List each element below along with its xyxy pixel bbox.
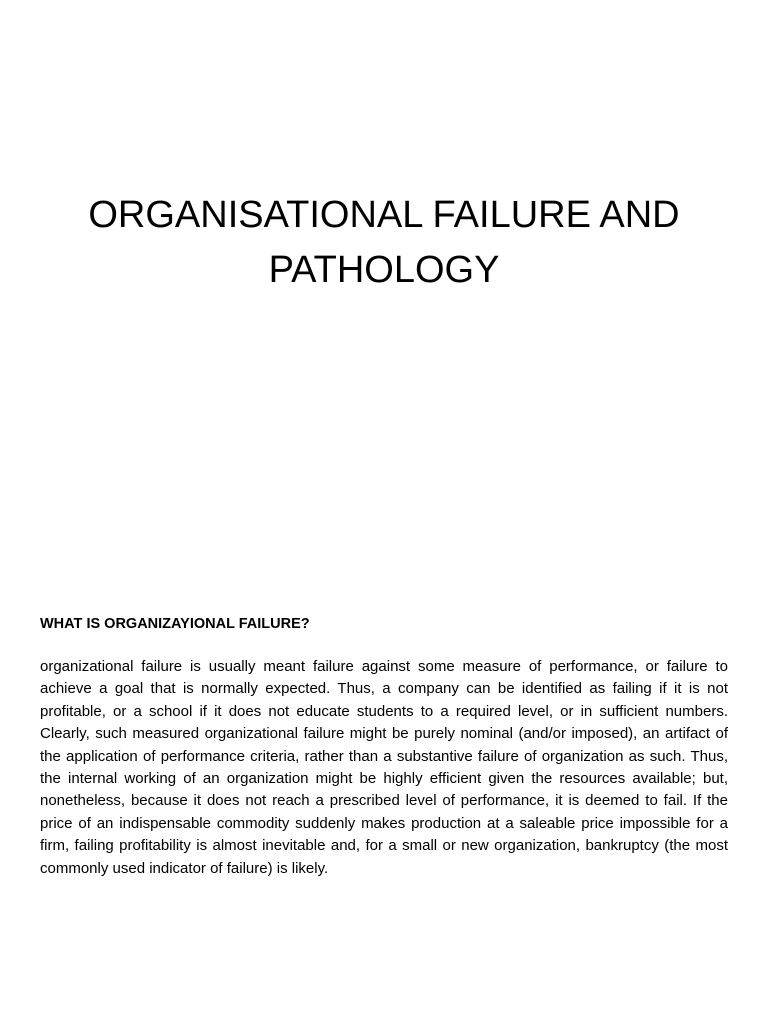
title-line-1: ORGANISATIONAL FAILURE AND xyxy=(88,194,680,236)
slide-title xyxy=(60,188,708,298)
content-slide xyxy=(0,600,768,1024)
body-paragraph: organizational failure is usually meant failure against some measure of performance, or failure to achieve a goal that is normally expected. Thus, a company can be identified as failing if it is not profitable, or a school if it does not educate students to a required level, or in sufficient numbers. Clearly, such measured organizational failure might be purely nominal (and/or imposed), an artifact of the application of performance criteria, rather than a substantive failure of organization as such. Thus, the internal working of an organization might be highly efficient given the resources available; but, nonetheless, because it does not reach a prescribed level of performance, it is deemed to fail. If the price of an indispensable commodity suddenly makes production at a saleable price impossible for a firm, failing profitability is almost inevitable and, for a small or new organization, bankruptcy (the most commonly used indicator of failure) is likely. xyxy=(40,658,728,877)
section-heading: WHAT IS ORGANIZAYIONAL FAILURE? xyxy=(40,616,310,632)
title-line-2: PATHOLOGY xyxy=(268,249,500,291)
